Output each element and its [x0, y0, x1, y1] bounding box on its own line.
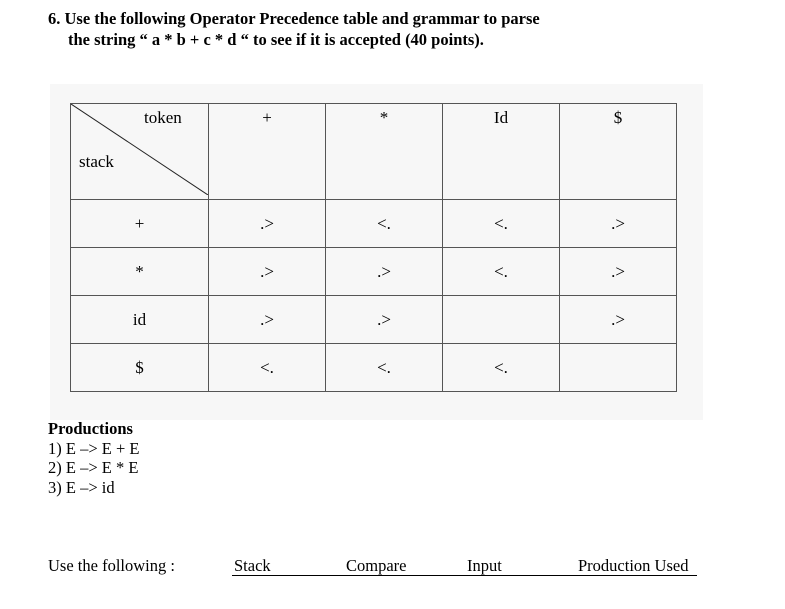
table-cell: <.: [326, 344, 443, 392]
production-item: 2) E –> E * E: [48, 458, 139, 477]
token-label: token: [144, 108, 182, 127]
table-cell: <.: [443, 200, 560, 248]
question-line-2: the string “ a * b + c * d “ to see if it is accepted (40 points).: [68, 30, 484, 49]
table-cell: <.: [209, 344, 326, 392]
table-cell: .>: [560, 200, 677, 248]
table-cell: .>: [326, 296, 443, 344]
row-label: *: [71, 248, 209, 296]
table-cell: [443, 296, 560, 344]
footer-header-production-used: Production Used: [578, 556, 689, 575]
stack-label: stack: [79, 152, 114, 171]
table-cell: .>: [560, 296, 677, 344]
table-row: [71, 248, 677, 296]
column-header-dollar: $: [560, 104, 677, 200]
table-cell: [560, 344, 677, 392]
row-label: +: [71, 200, 209, 248]
footer-underline-rule: [232, 575, 697, 576]
row-label: $: [71, 344, 209, 392]
table-cell: <.: [326, 200, 443, 248]
table-row: [71, 296, 677, 344]
table-cell: .>: [326, 248, 443, 296]
diagonal-line: [71, 104, 208, 195]
corner-cell: [71, 104, 209, 200]
column-header-star: *: [326, 104, 443, 200]
production-item: 1) E –> E + E: [48, 438, 140, 458]
table-cell: <.: [443, 344, 560, 392]
footer-header-stack: Stack: [234, 556, 271, 575]
footer-header-compare: Compare: [346, 556, 407, 575]
column-header-id: Id: [443, 104, 560, 200]
table-cell: .>: [209, 200, 326, 248]
table-cell: <.: [443, 248, 560, 296]
productions-block: [48, 419, 139, 497]
productions-heading: Productions: [48, 419, 133, 438]
table-row: [71, 344, 677, 392]
table-cell: .>: [560, 248, 677, 296]
table-cell: .>: [209, 296, 326, 344]
table-cell: .>: [209, 248, 326, 296]
footer-header-input: Input: [467, 556, 502, 575]
table-header-row: [71, 104, 677, 200]
production-item: 3) E –> id: [48, 477, 115, 497]
question-line-1: 6. Use the following Operator Precedence table and grammar to parse: [48, 9, 540, 28]
table-row: [71, 200, 677, 248]
footer-lead: Use the following :: [48, 556, 175, 575]
precedence-table: [70, 103, 677, 392]
question-text: [48, 8, 540, 50]
row-label: id: [71, 296, 209, 344]
column-header-plus: +: [209, 104, 326, 200]
